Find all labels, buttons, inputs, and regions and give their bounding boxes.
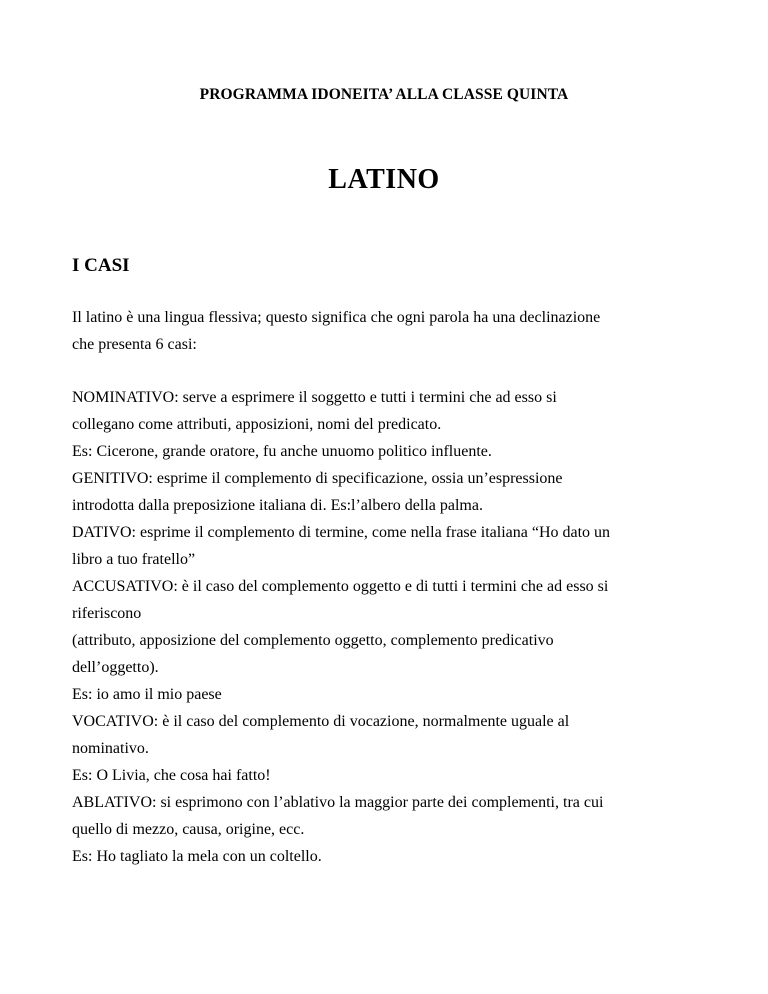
intro-paragraph: [72, 304, 702, 358]
case-line: dell’oggetto).: [72, 659, 159, 676]
case-line: quello di mezzo, causa, origine, ecc.: [72, 821, 305, 838]
case-line: nominativo.: [72, 740, 149, 757]
intro-line: Il latino è una lingua flessiva; questo significa che ogni parola ha una declinazione: [72, 309, 601, 326]
case-line-dativo: DATIVO: esprime il complemento di termine, come nella frase italiana “Ho dato un: [72, 524, 611, 541]
case-example: Es: O Livia, che cosa hai fatto!: [72, 767, 271, 784]
case-line: libro a tuo fratello”: [72, 551, 196, 568]
case-example: Es: Ho tagliato la mela con un coltello.: [72, 848, 322, 865]
section-heading: I CASI: [72, 255, 130, 276]
intro-line: che presenta 6 casi:: [72, 336, 197, 353]
case-line: collegano come attributi, apposizioni, nomi del predicato.: [72, 416, 442, 433]
subject-title: LATINO: [328, 164, 440, 195]
program-title: PROGRAMMA IDONEITA’ ALLA CLASSE QUINTA: [199, 86, 569, 103]
case-line: introdotta dalla preposizione italiana di. Es:l’albero della palma.: [72, 497, 483, 514]
case-line-ablativo: ABLATIVO: si esprimono con l’ablativo la maggior parte dei complementi, tra cui: [72, 794, 604, 811]
case-line: riferiscono: [72, 605, 142, 622]
case-line-genitivo: GENITIVO: esprime il complemento di specificazione, ossia un’espressione: [72, 470, 563, 487]
case-line-vocativo: VOCATIVO: è il caso del complemento di vocazione, normalmente uguale al: [72, 713, 570, 730]
case-line-accusativo: ACCUSATIVO: è il caso del complemento oggetto e di tutti i termini che ad esso si: [72, 578, 609, 595]
case-example: Es: io amo il mio paese: [72, 686, 222, 703]
case-line: (attributo, apposizione del complemento oggetto, complemento predicativo: [72, 632, 554, 649]
case-example: Es: Cicerone, grande oratore, fu anche unuomo politico influente.: [72, 443, 492, 460]
case-line-nominativo: NOMINATIVO: serve a esprimere il soggetto e tutti i termini che ad esso si: [72, 389, 557, 406]
cases-list: [72, 384, 702, 870]
